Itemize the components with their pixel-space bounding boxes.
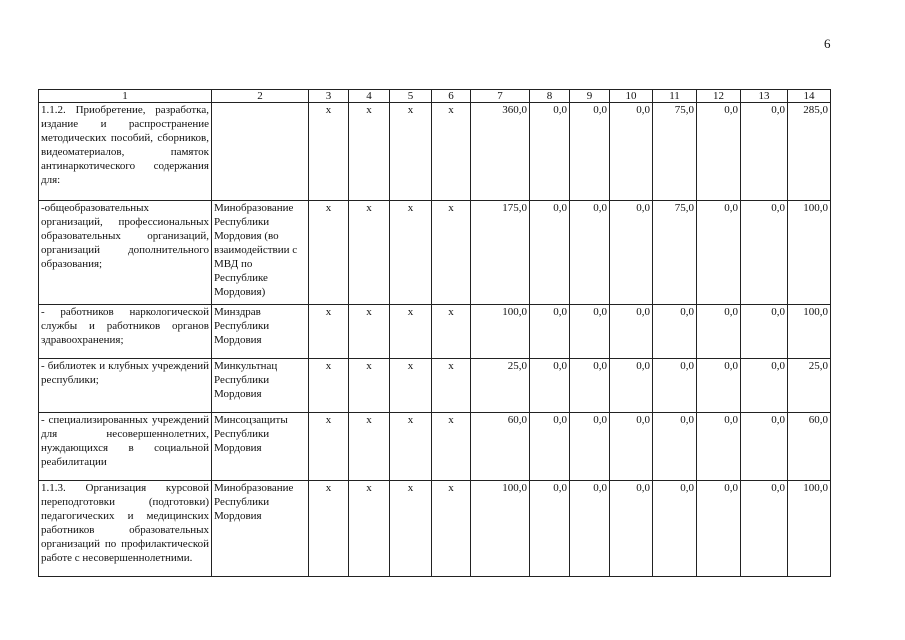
col-header-3: 3 [309,90,349,103]
row-cell-col-14: 60,0 [788,413,831,481]
row-cell-col-3: х [309,103,349,201]
col-header-14: 14 [788,90,831,103]
row-cell-col-4: х [349,201,390,305]
row-cell-col-12: 0,0 [697,359,741,413]
col-header-5: 5 [390,90,432,103]
col-header-4: 4 [349,90,390,103]
col-header-11: 11 [653,90,697,103]
row-cell-col-11: 75,0 [653,201,697,305]
row-cell-col-8: 0,0 [530,305,570,359]
col-header-2: 2 [212,90,309,103]
row-cell-col-13: 0,0 [741,481,788,577]
table-row [39,359,831,413]
row-cell-col-4: х [349,481,390,577]
row-cell-col-9: 0,0 [570,413,610,481]
row-cell-col-5: х [390,413,432,481]
row-cell-col-7: 100,0 [471,305,530,359]
col-header-9: 9 [570,90,610,103]
row-cell-col-14: 25,0 [788,359,831,413]
col-header-10: 10 [610,90,653,103]
row-cell-col-10: 0,0 [610,481,653,577]
row-cell-col-7: 100,0 [471,481,530,577]
col-header-7: 7 [471,90,530,103]
table-row [39,103,831,201]
row-cell-col-4: х [349,103,390,201]
row-cell-col-4: х [349,305,390,359]
row-cell-col-6: х [432,359,471,413]
row-description: - специализированных учреждений для несовершеннолетних, нуждающихся в социальной реабилитации [39,413,212,481]
row-cell-col-7: 25,0 [471,359,530,413]
row-cell-col-12: 0,0 [697,481,741,577]
row-description: - библиотек и клубных учреждений республики; [39,359,212,413]
row-cell-col-13: 0,0 [741,413,788,481]
row-executor: Минздрав Республики Мордовия [212,305,309,359]
row-cell-col-5: х [390,359,432,413]
row-cell-col-14: 100,0 [788,201,831,305]
row-cell-col-13: 0,0 [741,305,788,359]
row-executor: Минобразование Республики Мордовия [212,481,309,577]
col-header-8: 8 [530,90,570,103]
row-executor: Минобразование Республики Мордовия (во взаимодействии с МВД по Республике Мордовия) [212,201,309,305]
row-cell-col-6: х [432,305,471,359]
row-executor [212,103,309,201]
row-cell-col-4: х [349,413,390,481]
row-cell-col-3: х [309,305,349,359]
row-cell-col-11: 0,0 [653,305,697,359]
row-cell-col-10: 0,0 [610,201,653,305]
col-header-13: 13 [741,90,788,103]
row-cell-col-3: х [309,201,349,305]
row-cell-col-6: х [432,481,471,577]
program-table [38,89,831,577]
row-cell-col-12: 0,0 [697,413,741,481]
row-cell-col-3: х [309,359,349,413]
row-cell-col-9: 0,0 [570,103,610,201]
row-cell-col-6: х [432,413,471,481]
row-cell-col-9: 0,0 [570,305,610,359]
row-cell-col-13: 0,0 [741,201,788,305]
row-description: -общеобразовательных организаций, профессиональных образовательных организаций, организаций дополнительного образования; [39,201,212,305]
row-cell-col-13: 0,0 [741,103,788,201]
col-header-12: 12 [697,90,741,103]
row-cell-col-10: 0,0 [610,103,653,201]
row-cell-col-14: 285,0 [788,103,831,201]
row-cell-col-12: 0,0 [697,103,741,201]
row-cell-col-11: 75,0 [653,103,697,201]
table-row [39,481,831,577]
row-cell-col-9: 0,0 [570,201,610,305]
row-cell-col-12: 0,0 [697,201,741,305]
row-cell-col-11: 0,0 [653,481,697,577]
row-cell-col-8: 0,0 [530,413,570,481]
col-header-6: 6 [432,90,471,103]
row-cell-col-13: 0,0 [741,359,788,413]
row-cell-col-5: х [390,481,432,577]
row-cell-col-8: 0,0 [530,481,570,577]
row-cell-col-14: 100,0 [788,481,831,577]
row-cell-col-9: 0,0 [570,359,610,413]
row-cell-col-8: 0,0 [530,103,570,201]
row-cell-col-10: 0,0 [610,305,653,359]
row-cell-col-11: 0,0 [653,413,697,481]
row-cell-col-6: х [432,201,471,305]
row-cell-col-6: х [432,103,471,201]
row-executor: Минкультнац Республики Мордовия [212,359,309,413]
row-cell-col-5: х [390,103,432,201]
row-cell-col-5: х [390,201,432,305]
col-header-1: 1 [39,90,212,103]
page-number: 6 [824,36,831,51]
header-row [39,90,831,103]
row-description: 1.1.3. Организация курсовой переподготовки (подготовки) педагогических и медицинских работников образовательных организаций по профилактической работе с несовершеннолетними. [39,481,212,577]
row-description: 1.1.2. Приобретение, разработка, издание и распространение методических пособий, сборников, видеоматериалов, памяток антинаркотического содержания для: [39,103,212,201]
row-cell-col-4: х [349,359,390,413]
table-row [39,413,831,481]
table-row [39,305,831,359]
row-cell-col-7: 175,0 [471,201,530,305]
row-cell-col-9: 0,0 [570,481,610,577]
table-row [39,201,831,305]
row-cell-col-8: 0,0 [530,359,570,413]
row-description: - работников наркологической службы и работников органов здравоохранения; [39,305,212,359]
row-cell-col-10: 0,0 [610,413,653,481]
row-cell-col-3: х [309,481,349,577]
row-cell-col-10: 0,0 [610,359,653,413]
row-cell-col-7: 60,0 [471,413,530,481]
row-cell-col-3: х [309,413,349,481]
row-cell-col-5: х [390,305,432,359]
row-cell-col-7: 360,0 [471,103,530,201]
row-cell-col-14: 100,0 [788,305,831,359]
row-cell-col-11: 0,0 [653,359,697,413]
row-cell-col-8: 0,0 [530,201,570,305]
row-cell-col-12: 0,0 [697,305,741,359]
row-executor: Минсоцзащиты Республики Мордовия [212,413,309,481]
